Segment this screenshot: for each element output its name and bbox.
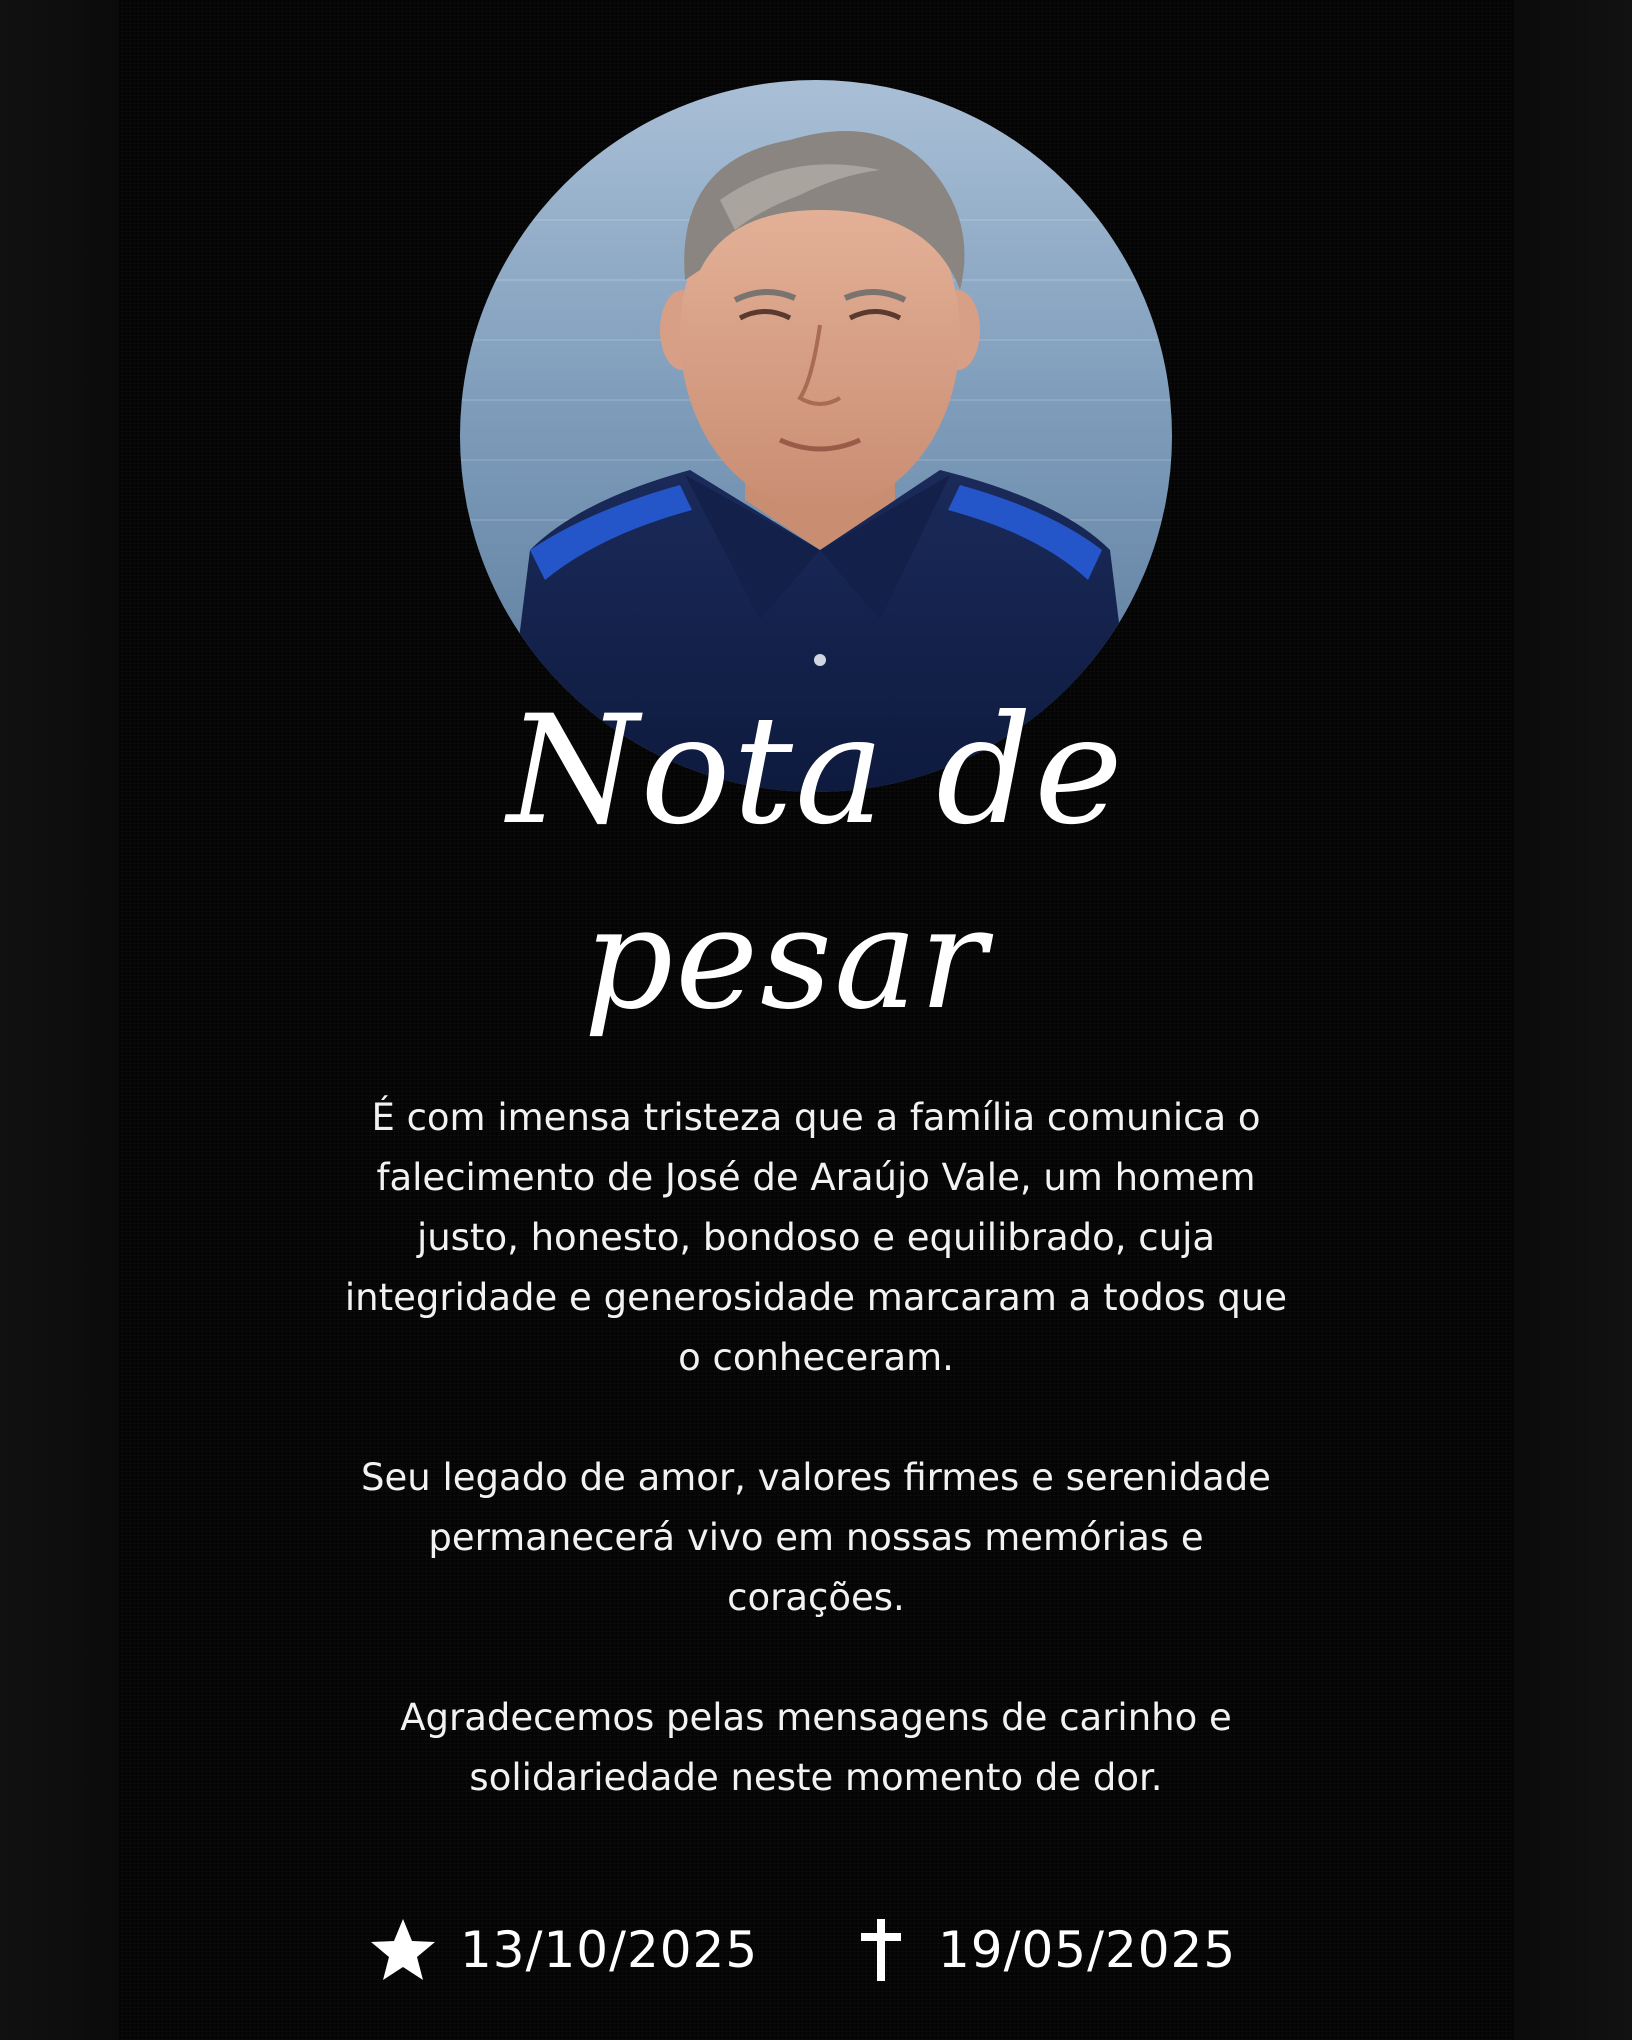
dates-row [0, 1910, 1632, 1990]
title-line-2: pesar [583, 878, 989, 1041]
title-line-1: Nota de [507, 684, 1125, 858]
message-paragraph: Seu legado de amor, valores firmes e serenidade permanecerá vivo em nossas memórias e corações. [361, 1456, 1271, 1619]
birth-date-value: 13/10/2025 [460, 1921, 759, 1979]
message-paragraph: É com imensa tristeza que a família comunica o falecimento de José de Araújo Vale, um homem justo, honesto, bondoso e equilibrado, cuja integridade e generosidade marcaram a todos que o conheceram. [344, 1096, 1288, 1379]
message-paragraph: Agradecemos pelas mensagens de carinho e solidariedade neste momento de dor. [400, 1696, 1232, 1799]
birth-date [368, 1910, 758, 1990]
star-icon [368, 1915, 438, 1985]
condolence-message [340, 1088, 1292, 1808]
death-date [846, 1910, 1236, 1990]
death-date-value: 19/05/2025 [938, 1921, 1237, 1979]
cross-icon [846, 1915, 916, 1985]
